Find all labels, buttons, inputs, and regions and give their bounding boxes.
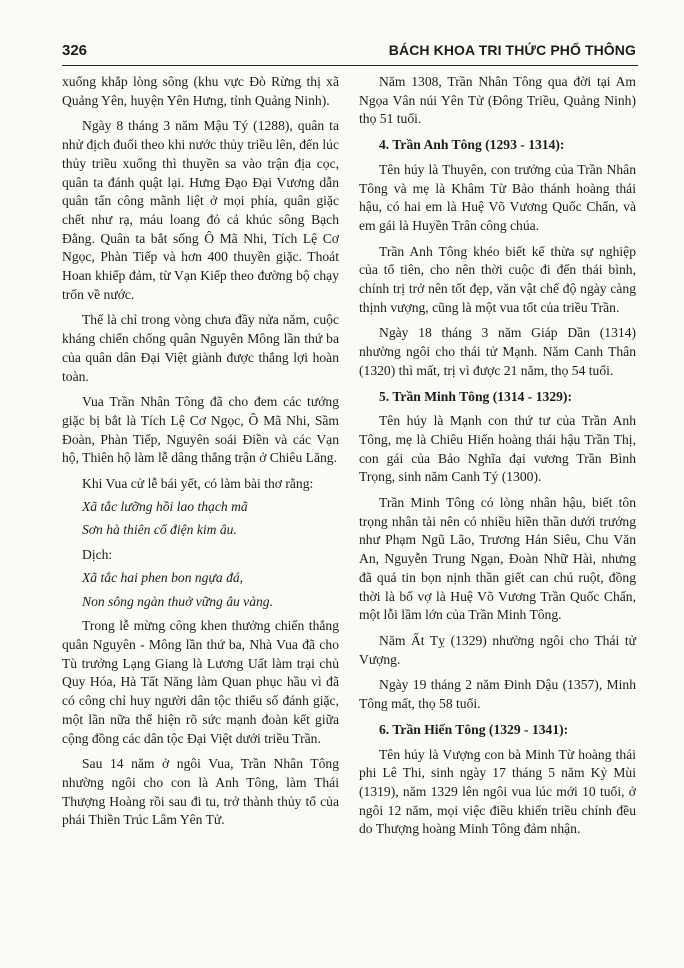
poem-line: Non sông ngàn thuở vững âu vàng. <box>82 593 274 609</box>
section-heading: 5. Trần Minh Tông (1314 - 1329): <box>379 388 572 404</box>
section-heading: 6. Trần Hiến Tông (1329 - 1341): <box>379 721 569 737</box>
section-heading: 4. Trần Anh Tông (1293 - 1314): <box>379 137 565 153</box>
paragraph: Tên húy là Thuyên, con trưởng của Trần Nhân Tông và mẹ là Khâm Từ Bảo thánh hoàng thái hậu, có hai em là Huệ Võ Vương Quốc Chẩn, và em gái là Huyền Trân công chúa. <box>359 161 636 233</box>
paragraph: Tên húy là Vượng con bà Minh Từ hoàng thái phi Lê Thi, sinh ngày 17 tháng 5 năm Kỷ Mùi (1319), năm 1329 lên ngôi vua lúc mới 10 tuổi, ở ngôi 12 năm, mọi việc điều khiển triều chính đều do Thượng hoàng Minh Tông đảm nhận. <box>359 746 636 837</box>
poem-line: Xã tắc lưỡng hồi lao thạch mã <box>82 498 248 514</box>
paragraph: Tên húy là Mạnh con thứ tư của Trần Anh Tông, mẹ là Chiêu Hiến hoàng thái hậu Trần Thị, con gái của Bảo Nghĩa đại vương Trần Bình Trọng, sinh năm Canh Tý (1300). <box>359 413 636 485</box>
left-column <box>62 73 339 837</box>
paragraph: Ngày 8 tháng 3 năm Mậu Tý (1288), quân ta nhử địch đuổi theo khi nước thủy triều lên, đến lúc thủy triều xuống thì thuyền sa vào trận địa cọc, quân ta đánh quật lại. Hưng Đạo Đại Vương dẫn quân tấn công mãnh liệt ở mọi phía, quân giặc chết như rạ, máu loang đỏ cả khúc sông Bạch Đằng. Quân ta bắt sống Ô Mã Nhi, Tích Lệ Cơ Ngọc, Phàn Tiếp và hơn 400 thuyền giặc. Thoát Hoan khiếp đảm, từ Vạn Kiếp theo đường bộ chạy trốn về nước. <box>62 118 339 302</box>
paragraph: Khi Vua cử lễ bái yết, có làm bài thơ rằng: <box>82 476 314 492</box>
poem-translation <box>62 569 339 611</box>
paragraph: Năm 1308, Trần Nhân Tông qua đời tại Am Ngọa Vân núi Yên Tử (Đông Triều, Quảng Ninh) thọ 51 tuổi. <box>359 74 636 127</box>
paragraph: Sau 14 năm ở ngôi Vua, Trần Nhân Tông nhường ngôi cho con là Anh Tông, làm Thái Thượng Hoàng rồi sau đi tu, trở thành thủy tổ của phái Thiền Trúc Lâm Yên Tử. <box>62 756 339 828</box>
paragraph: Thế là chỉ trong vòng chưa đầy nửa năm, cuộc kháng chiến chống quân Nguyên Mông lần thứ ba của quân dân Đại Việt giành được thắng lợi hoàn toàn. <box>62 312 339 384</box>
paragraph: Năm Ất Tỵ (1329) nhường ngôi cho Thái tử Vượng. <box>359 632 636 667</box>
paragraph: Ngày 19 tháng 2 năm Đinh Dậu (1357), Minh Tông mất, thọ 58 tuổi. <box>359 677 636 712</box>
poem-line: Sơn hà thiên cổ điện kim âu. <box>82 522 237 538</box>
translation-label: Dịch: <box>82 547 113 563</box>
poem-original <box>62 498 339 540</box>
header-rule <box>62 65 638 66</box>
page-header <box>62 42 636 64</box>
paragraph: xuống khắp lòng sông (khu vực Đò Rừng thị xã Quảng Yên, huyện Yên Hưng, tỉnh Quảng Ninh). <box>62 74 339 108</box>
paragraph: Trần Minh Tông có lòng nhân hậu, biết tôn trọng nhân tài nên có nhiều hiền thần dưới trướng như Phạm Ngũ Lão, Trương Hán Siêu, Chu Văn An, Nguyễn Trung Ngạn, Đoàn Nhữ Hài, nhưng đã quá tin bọn nịnh thần giết can chú ruột, đồng thời là bố vợ là Huệ Võ Vương Trần Quốc Chấn, một lỗi lầm lớn của Trần Minh Tông. <box>359 495 636 623</box>
right-column <box>359 73 636 846</box>
paragraph: Trần Anh Tông khéo biết kế thừa sự nghiệp của tổ tiên, cho nên thời cuộc đi đến thái bình, chính trị trở nên tốt đẹp, văn vật chế độ ngày càng thịnh vượng, cũng là một vua tốt của triều Trần. <box>359 243 636 315</box>
running-title: BÁCH KHOA TRI THỨC PHỔ THÔNG <box>388 42 636 58</box>
paragraph: Trong lễ mừng công khen thưởng chiến thắng quân Nguyên - Mông lần thứ ba, Nhà Vua đã cho Tù trưởng Lạng Giang là Lương Uất làm trại chủ Quy Hóa, Hà Tất Năng làm Quan phục hầu vì đã có công chỉ huy người dân tộc thiểu số đánh giặc, một lần nữa thể hiện rõ sức mạnh đoàn kết giữa cộng đồng các dân tộc Đại Việt dưới triều Trần. <box>62 618 339 746</box>
poem-line: Xã tắc hai phen bon ngựa đá, <box>82 569 244 585</box>
paragraph: Vua Trần Nhân Tông đã cho đem các tướng giặc bị bắt là Tích Lệ Cơ Ngọc, Ô Mã Nhi, Sầm Đoàn, Phàn Tiếp, Nguyên soái Điền và các Vạn hộ, Thiên hộ làm lễ dâng thắng trận ở Chiêu Lăng. <box>62 394 339 466</box>
paragraph: Ngày 18 tháng 3 năm Giáp Dần (1314) nhường ngôi cho thái tử Mạnh. Năm Canh Thân (1320) thì mất, trị vì được 21 năm, thọ 54 tuổi. <box>359 325 636 378</box>
page-number: 326 <box>62 42 88 59</box>
